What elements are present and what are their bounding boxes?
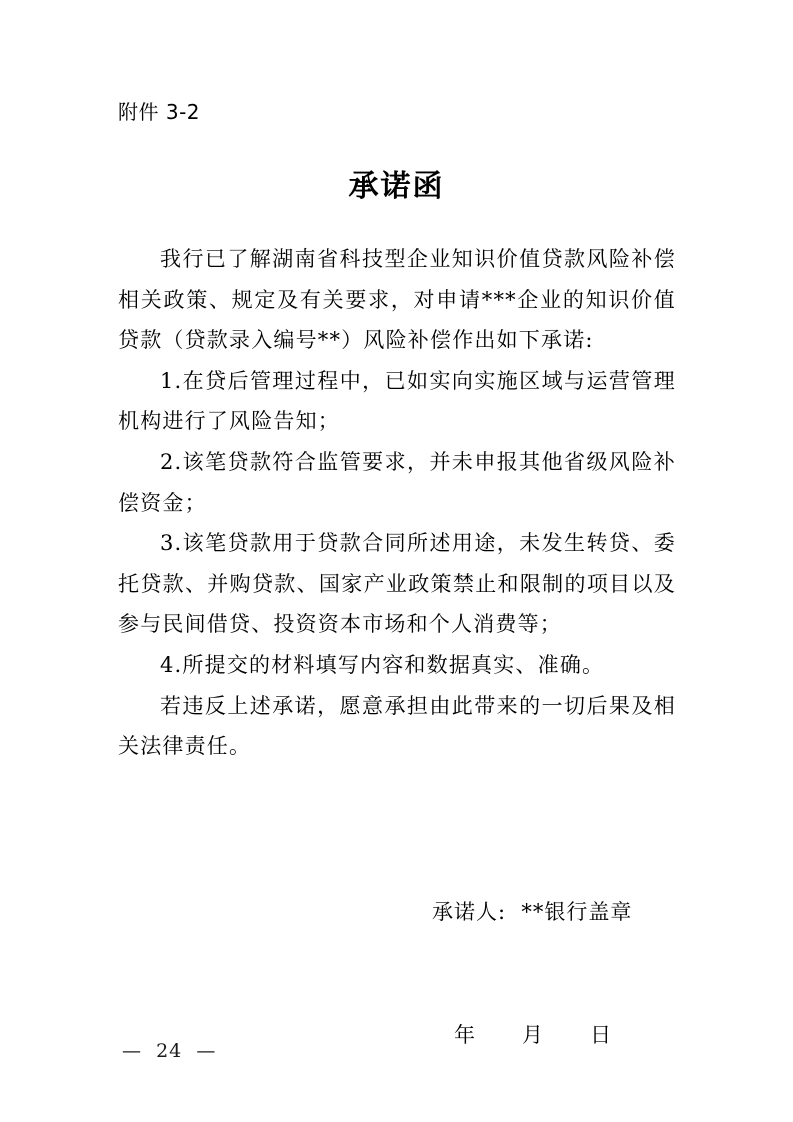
document-title: 承诺函 [348,169,445,204]
page-number: — 24 — [122,1040,217,1062]
document-body [118,239,676,767]
body-paragraph-item-2: 2.该笔贷款符合监管要求，并未申报其他省级风险补偿资金； [118,449,676,515]
attachment-label: 附件 3-2 [118,100,201,124]
signature-signer-line: 承诺人: **银行盖章 [432,900,633,924]
signature-date-line: 年 月 日 [454,1023,613,1047]
body-paragraph-intro: 我行已了解湖南省科技型企业知识价值贷款风险补偿相关政策、规定及有关要求，对申请***企业的知识价值贷款（贷款录入编号**）风险补偿作出如下承诺: [118,247,676,353]
body-paragraph-item-4: 4.所提交的材料填写内容和数据真实、准确。 [160,652,605,677]
body-paragraph-item-1: 1.在贷后管理过程中，已如实向实施区域与运营管理机构进行了风险告知； [118,368,676,434]
signature-block [432,810,632,1122]
body-paragraph-closing: 若违反上述承诺，愿意承担由此带来的一切后果及相关法律责任。 [118,693,676,759]
body-paragraph-item-3: 3.该笔贷款用于贷款合同所述用途，未发生转贷、委托贷款、并购贷款、国家产业政策禁止和限制的项目以及参与民间借贷、投资资本市场和个人消费等； [118,531,676,637]
